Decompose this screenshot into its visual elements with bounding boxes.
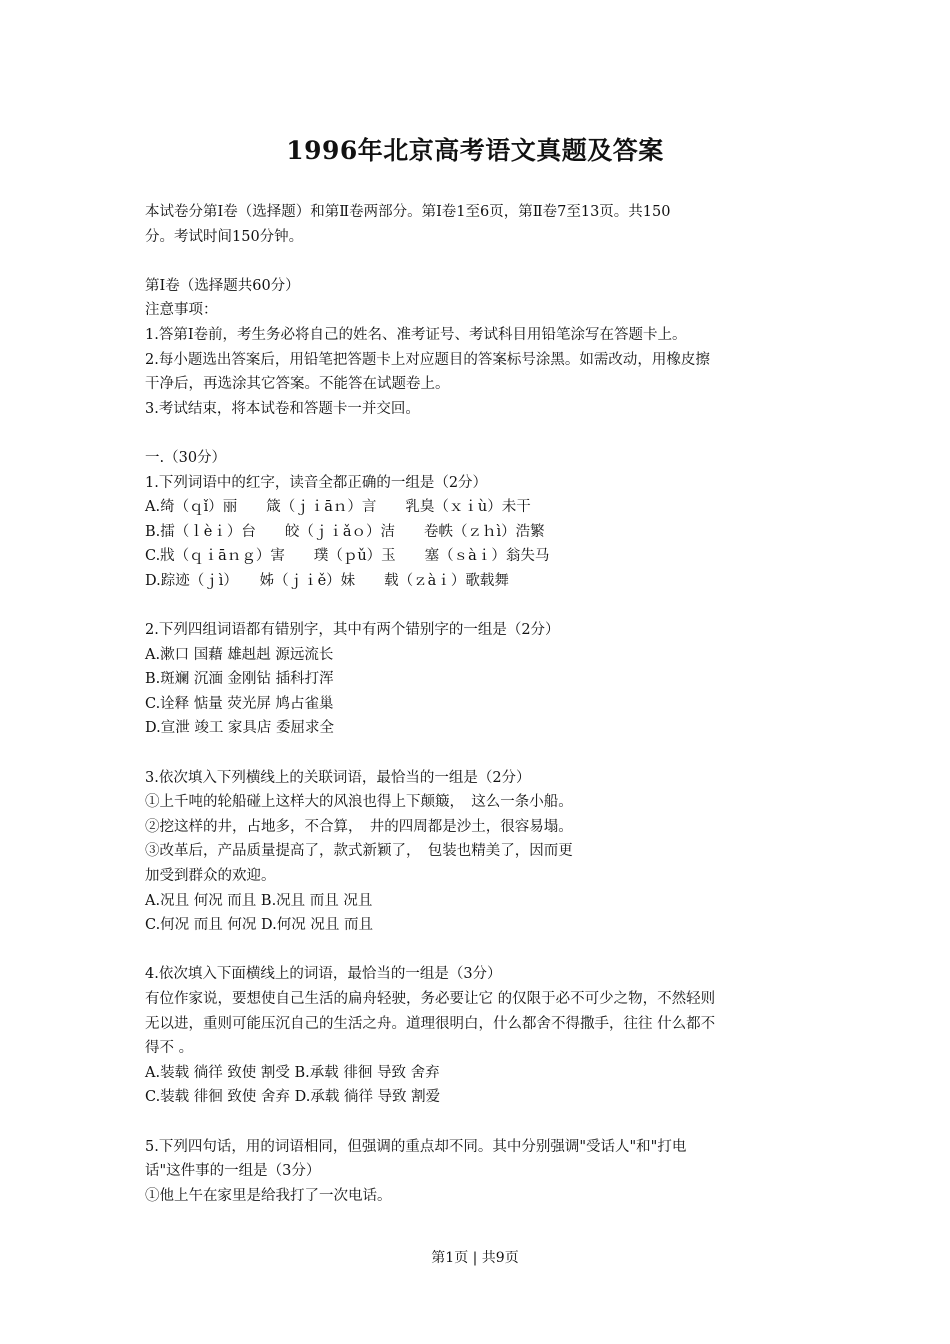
question-stem: 话"这件事的一组是（3分） [145, 1163, 321, 1180]
page-title: 1996年北京高考语文真题及答案 [286, 136, 664, 165]
question-option: A.漱口 国藉 雄赳赳 源远流长 [145, 646, 334, 663]
question-line: 有位作家说，要想使自己生活的扁舟轻驶，务必要让它 的仅限于必不可少之物，不然轻则 [145, 991, 716, 1007]
question-line: ①他上午在家里是给我打了一次电话。 [145, 1187, 392, 1204]
question-option: A.况且 何况 而且 B.况且 而且 况且 [145, 892, 373, 909]
question-option: C.诠释 惦量 荧光屏 鸠占雀巢 [145, 695, 334, 712]
question-option: A.装载 徜徉 致使 割受 B.承载 徘徊 导致 舍弃 [145, 1064, 440, 1081]
question-stem: 3.依次填入下列横线上的关联词语，最恰当的一组是（2分） [145, 769, 531, 786]
document-body [145, 200, 810, 1208]
note-line: 1.答第Ⅰ卷前，考生务必将自己的姓名、准考证号、考试科目用铅笔涂写在答题卡上。 [145, 326, 687, 343]
question-stem: 1.下列词语中的红字，读音全都正确的一组是（2分） [145, 474, 488, 491]
question-option: B.斑斓 沉湎 金刚钻 插科打浑 [145, 671, 334, 688]
question-stem: 5.下列四句话，用的词语相同，但强调的重点却不同。其中分别强调"受话人"和"打电 [145, 1138, 687, 1155]
question-stem: 4.依次填入下面横线上的词语，最恰当的一组是（3分） [145, 966, 502, 983]
intro-line: 分。考试时间150分钟。 [145, 228, 304, 245]
question-line: 加受到群众的欢迎。 [145, 868, 276, 885]
question-option: D.踪迹（ｊì） 姊（ｊｉě）妹 载（ｚàｉ）歌载舞 [145, 572, 509, 589]
part1-heading: 第Ⅰ卷（选择题共60分） [145, 277, 300, 294]
question-option: B.擂（ｌèｉ）台 皎（ｊｉǎｏ）洁 卷帙（ｚｈì）浩繁 [145, 523, 545, 540]
question-option: C.戕（ｑｉāｎｇ）害 璞（ｐǔ）玉 塞（ｓàｉ）翁失马 [145, 548, 550, 565]
question-option: A.绮（ｑǐ）丽 箴（ｊｉāｎ）言 乳臭（ｘｉù）未干 [145, 499, 531, 516]
question-option: C.装载 徘徊 致使 舍弃 D.承载 徜徉 导致 割爱 [145, 1089, 441, 1106]
section-heading: 一.（30分） [145, 449, 227, 466]
page-footer: 第1页 | 共9页 [431, 1250, 519, 1266]
note-line: 3.考试结束，将本试卷和答题卡一并交回。 [145, 400, 420, 417]
intro-line: 本试卷分第Ⅰ卷（选择题）和第Ⅱ卷两部分。第Ⅰ卷1至6页，第Ⅱ卷7至13页。共150 [145, 204, 671, 220]
question-line: ③改革后，产品质量提高了，款式新颖了， 包装也精美了，因而更 [145, 843, 573, 860]
note-line: 2.每小题选出答案后，用铅笔把答题卡上对应题目的答案标号涂黑。如需改动，用橡皮擦 [145, 351, 710, 368]
question-line: ②挖这样的井，占地多，不合算， 井的四周都是沙土，很容易塌。 [145, 818, 573, 835]
note-line: 干净后，再选涂其它答案。不能答在试题卷上。 [145, 376, 450, 393]
question-line: 得不 。 [145, 1040, 194, 1057]
question-stem: 2.下列四组词语都有错别字，其中有两个错别字的一组是（2分） [145, 622, 560, 639]
question-line: ①上千吨的轮船碰上这样大的风浪也得上下颠簸， 这么一条小船。 [145, 794, 573, 811]
question-line: 无以进，重则可能压沉自己的生活之舟。道理很明白，什么都舍不得撒手，往往 什么都不 [145, 1015, 716, 1032]
notes-label: 注意事项： [145, 302, 218, 319]
question-option: C.何况 而且 何况 D.何况 况且 而且 [145, 917, 373, 934]
question-option: D.宣泄 竣工 家具店 委屈求全 [145, 720, 335, 737]
